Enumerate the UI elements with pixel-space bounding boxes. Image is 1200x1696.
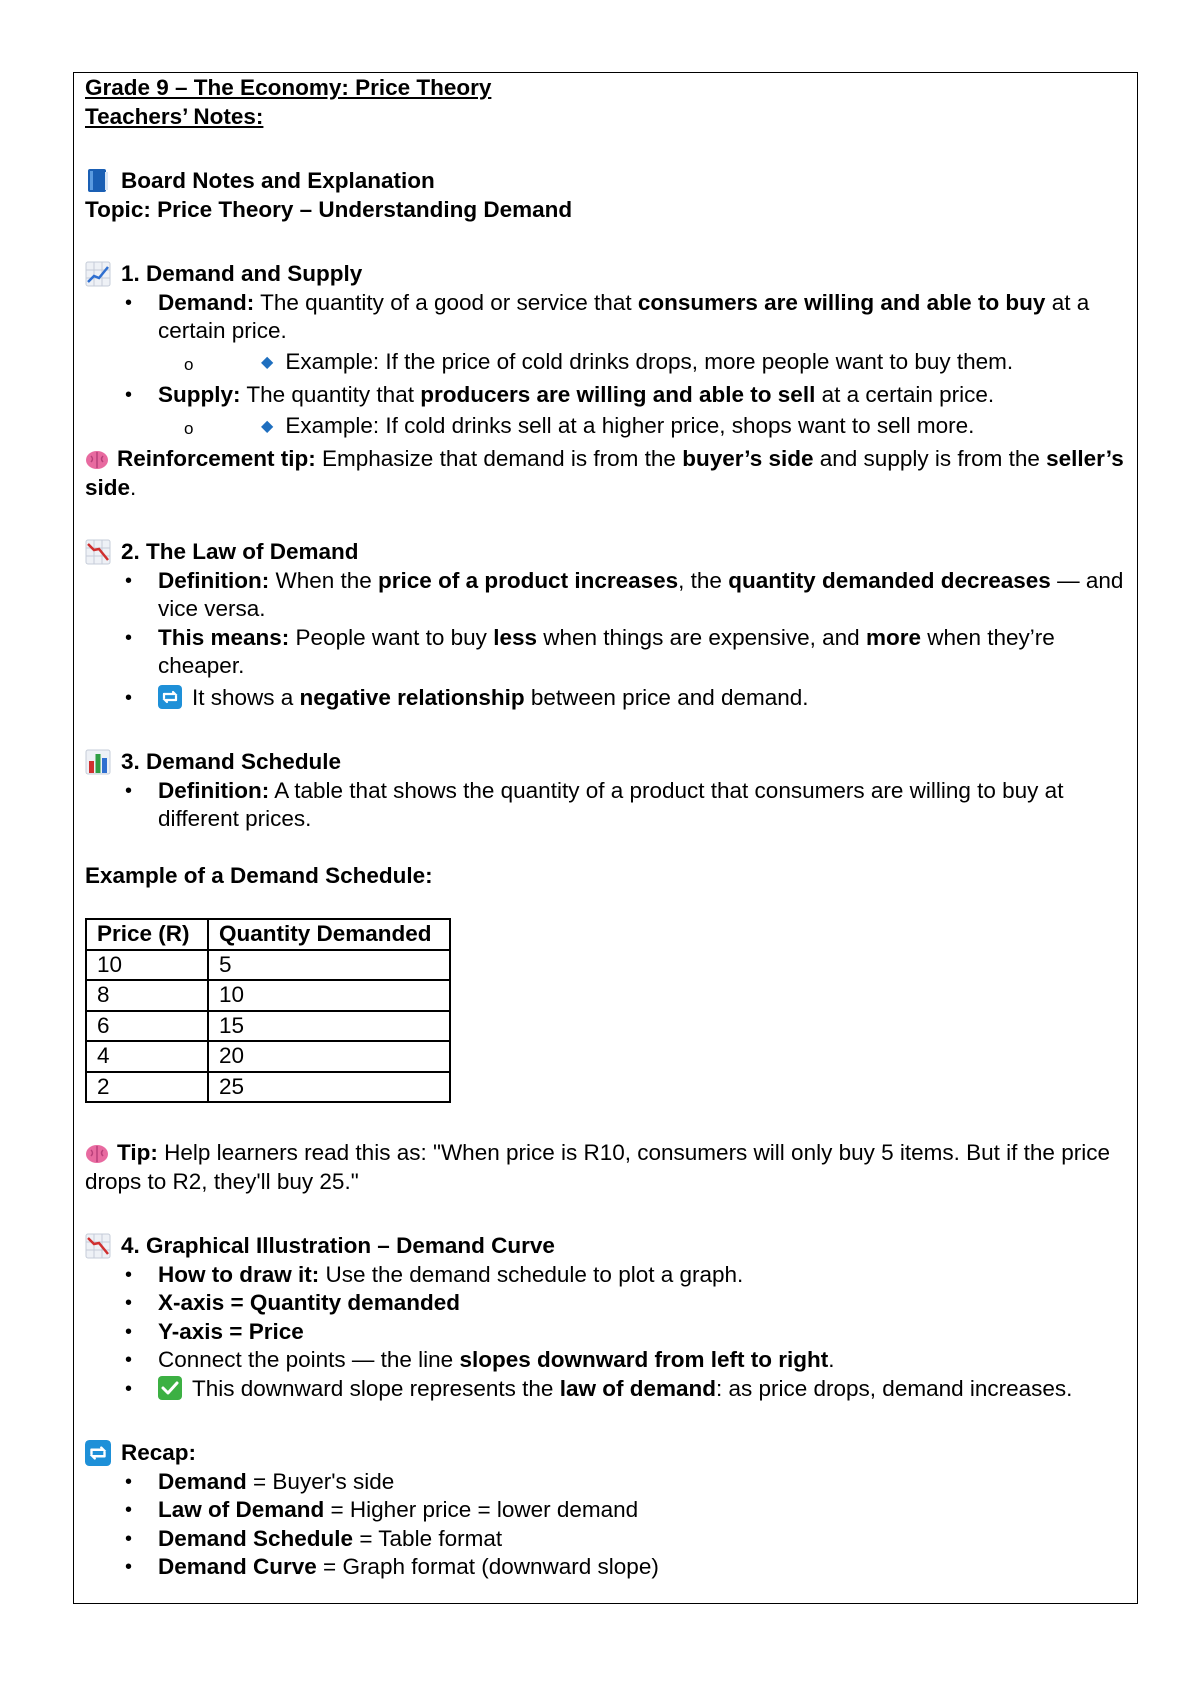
reinforcement-tip: Reinforcement tip: Emphasize that demand is from the buyer’s side and supply is from the seller’s side. xyxy=(85,446,1124,500)
table-row: 2 25 xyxy=(86,1072,450,1103)
blue-book-icon xyxy=(85,168,111,194)
bar-chart-icon xyxy=(85,749,111,775)
blue-diamond-icon: ◆ xyxy=(261,353,274,371)
section-4-heading: 4. Graphical Illustration – Demand Curve xyxy=(85,1232,1125,1261)
list-item: • Demand Curve = Graph format (downward slope) xyxy=(85,1553,1125,1582)
list-item: o ◆ Example: If the price of cold drinks drops, more people want to buy them. xyxy=(158,348,1125,380)
list-item: • Connect the points — the line slopes downward from left to right. xyxy=(85,1346,1125,1375)
brain-icon xyxy=(85,449,109,471)
list-item: o ◆ Example: If cold drinks sell at a higher price, shops want to sell more. xyxy=(158,412,1125,444)
topic-line: Topic: Price Theory – Understanding Demand xyxy=(85,196,573,222)
list-item: • This means: People want to buy less when things are expensive, and more when they’re cheaper. xyxy=(85,624,1125,681)
list-item: • X-axis = Quantity demanded xyxy=(85,1289,1125,1318)
chart-decreasing-icon xyxy=(85,1233,111,1259)
list-item: • Y-axis = Price xyxy=(85,1318,1125,1347)
list-item: • Definition: When the price of a product increases, the quantity demanded decreases — and vice versa. xyxy=(85,567,1125,624)
list-item: • Demand Schedule = Table format xyxy=(85,1525,1125,1554)
list-item: • It shows a negative relationship between price and demand. xyxy=(85,684,1125,713)
list-item: • This downward slope represents the law of demand: as price drops, demand increases. xyxy=(85,1375,1125,1404)
chart-decreasing-icon xyxy=(85,539,111,565)
list-item: • Supply: The quantity that producers are willing and able to sell at a certain price. o ◆ Example: If cold drinks sell at a higher price, shops want to sell more. xyxy=(85,381,1125,443)
page-subtitle: Teachers’ Notes: xyxy=(85,103,264,129)
board-notes-heading: Board Notes and Explanation xyxy=(85,167,1125,196)
table-row: 4 20 xyxy=(86,1041,450,1072)
list-item: • Definition: A table that shows the quantity of a product that consumers are willing to buy at different prices. xyxy=(85,777,1125,834)
column-header-quantity: Quantity Demanded xyxy=(208,919,450,950)
recap-heading: Recap: xyxy=(85,1439,1125,1468)
section-3-heading: 3. Demand Schedule xyxy=(85,748,1125,777)
table-row: 8 10 xyxy=(86,980,450,1011)
page-title: Grade 9 – The Economy: Price Theory xyxy=(85,75,492,100)
table-header-row xyxy=(86,919,450,950)
section-2-heading: 2. The Law of Demand xyxy=(85,538,1125,567)
section-1-heading: 1. Demand and Supply xyxy=(85,260,1125,289)
list-item: • Law of Demand = Higher price = lower demand xyxy=(85,1496,1125,1525)
blue-diamond-icon: ◆ xyxy=(261,417,274,435)
list-item: • Demand: The quantity of a good or service that consumers are willing and able to buy at a certain price. o ◆ Example: If the price of cold drinks drops, more people want to buy them. xyxy=(85,289,1125,380)
table-row: 10 5 xyxy=(86,950,450,981)
tip-paragraph: Tip: Help learners read this as: "When price is R10, consumers will only buy 5 items. But if the price drops to R2, they'll buy 25." xyxy=(85,1140,1110,1194)
brain-icon xyxy=(85,1143,109,1165)
list-item: • How to draw it: Use the demand schedule to plot a graph. xyxy=(85,1261,1125,1290)
check-mark-button-icon xyxy=(158,1376,182,1400)
chart-increasing-icon xyxy=(85,261,111,287)
repeat-icon xyxy=(85,1440,111,1466)
teacher-notes xyxy=(85,74,1125,1582)
demand-schedule-table xyxy=(85,918,451,1103)
repeat-icon xyxy=(158,685,182,709)
column-header-price: Price (R) xyxy=(86,919,208,950)
example-heading: Example of a Demand Schedule: xyxy=(85,862,433,888)
table-row: 6 15 xyxy=(86,1011,450,1042)
list-item: • Demand = Buyer's side xyxy=(85,1468,1125,1497)
